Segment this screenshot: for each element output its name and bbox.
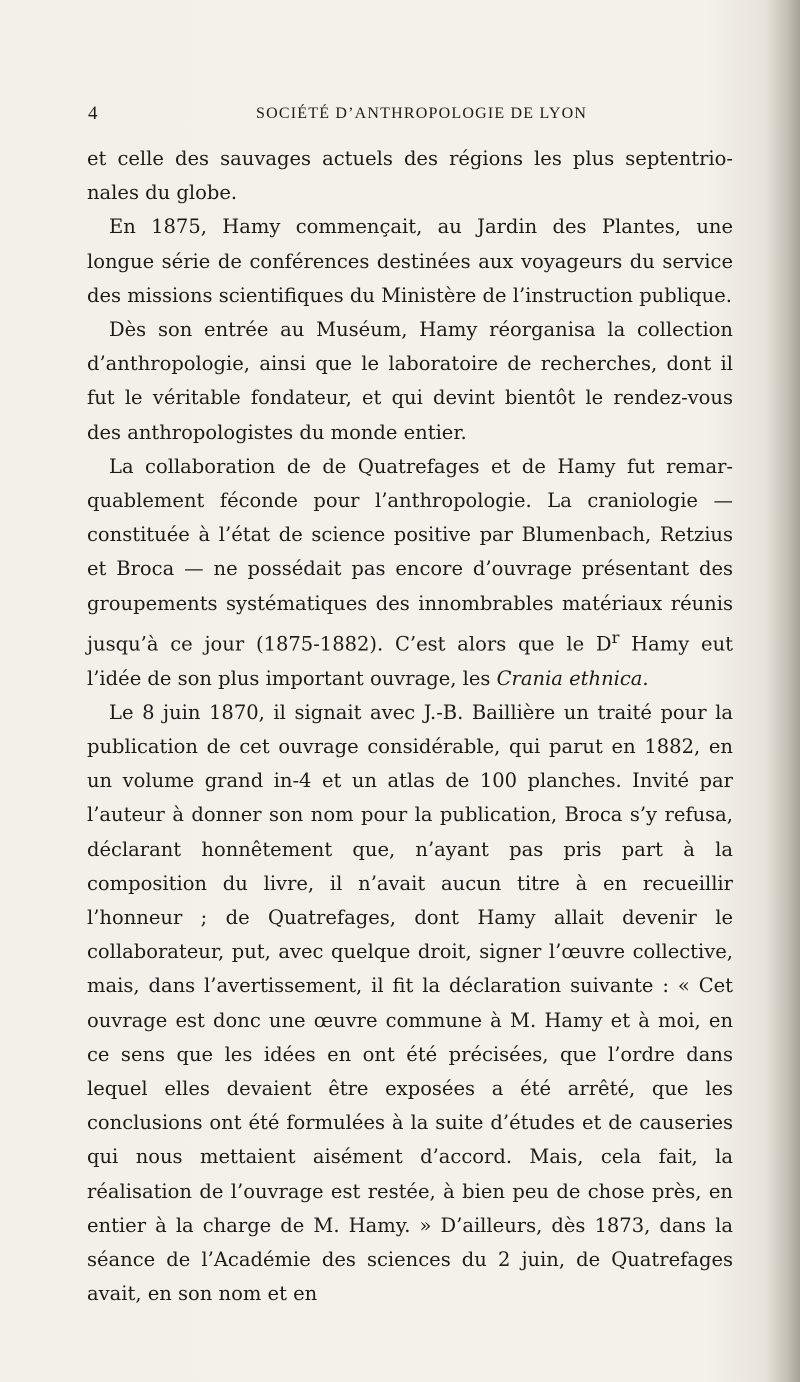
page-header xyxy=(88,103,728,131)
page-edge-shadow xyxy=(766,0,800,1382)
paragraph-text: . xyxy=(642,666,649,690)
paragraph: Le 8 juin 1870, il signait avec J.-B. Baillière un traité pour la publication de cet ouvrage considérable, qui parut en 1882, en un volume grand in-4 et un atlas de 100 planches. Invité par l’auteur à donner son nom pour la publication, Broca s’y refusa, déclarant honnêtement que, n’ayant pas pris part à la composition du livre, il n’avait aucun titre à en recueillir l’honneur ; de Quatrefages, dont Hamy allait devenir le collaborateur, put, avec quelque droit, signer l’œuvre collective, mais, dans l’avertissement, il fit la déclaration suivante : « Cet ouvrage est donc une œuvre commune à M. Hamy et à moi, en ce sens que les idées en ont été précisées, que l’ordre dans lequel elles devaient être exposées a été arrêté, que les conclusions ont été formulées à la suite d’études et de causeries qui nous mettaient aisément d’accord. Mais, cela fait, la réalisation de l’ouvrage est restée, à bien peu de chose près, en entier à la charge de M. Hamy. » D’ailleurs, dès 1873, dans la séance de l’Académie des sciences du 2 juin, de Quatrefages avait, en son nom et en xyxy=(87,700,733,1306)
book-title: Crania ethnica xyxy=(496,666,643,690)
page-number: 4 xyxy=(88,103,98,124)
paragraph xyxy=(87,450,733,696)
paragraph-text: Hamy eut l’idée de son plus important ouvrage, les xyxy=(87,632,733,690)
paragraph: et celle des sauvages actuels des régions les plus septentrionales du globe. xyxy=(87,147,733,205)
paragraph: Dès son entrée au Muséum, Hamy réorganisa la collection d’anthropologie, ainsi que le laboratoire de recherches, dont il fut le véritable fondateur, et qui devint bientôt le rendez-vous des anthropologistes du monde entier. xyxy=(87,318,733,444)
body-text xyxy=(87,142,733,1311)
paragraph-text: La collaboration de de Quatrefages et de Hamy fut remarquablement féconde pour l’anthropologie. La craniologie — constituée à l’état de science positive par Blumenbach, Retzius et Broca — ne possédait pas encore d’ouvrage présentant des groupements systématiques des innombrables matériaux réunis jusqu’à ce jour (1875-1882). C’est alors que le D xyxy=(87,454,733,656)
paragraph: En 1875, Hamy commençait, au Jardin des Plantes, une longue série de conférences destinées aux voyageurs du service des missions scientifiques du Ministère de l’instruction publique. xyxy=(87,215,733,307)
superscript: r xyxy=(611,627,620,647)
running-title: SOCIÉTÉ D’ANTHROPOLOGIE DE LYON xyxy=(256,105,588,122)
